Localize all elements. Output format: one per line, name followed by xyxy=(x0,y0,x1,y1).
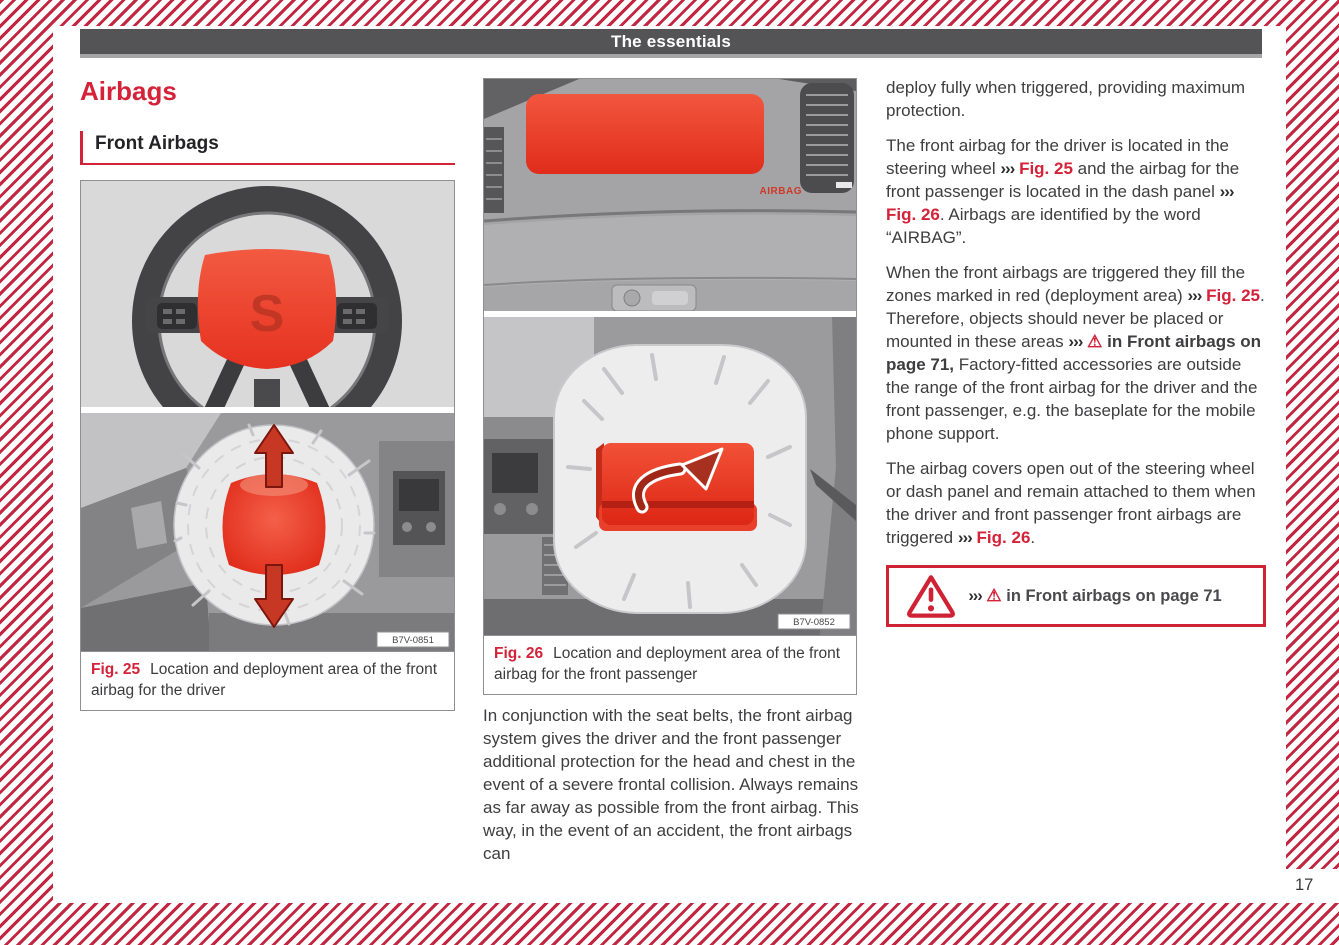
reference-chevrons-icon: ››› xyxy=(1068,332,1083,351)
warning-box-text xyxy=(957,584,1263,608)
reference-chevrons-icon: ››› xyxy=(1000,159,1015,178)
warning-triangle-icon: ⚠ xyxy=(986,586,1002,605)
paragraph-4-text: . xyxy=(1030,528,1036,547)
figure-25-reference-link[interactable]: Fig. 25 xyxy=(1206,286,1261,305)
paragraph-1: deploy fully when triggered, providing maximum protection. xyxy=(886,78,1246,120)
seat-logo: S xyxy=(249,285,285,343)
figure-25-label: Fig. 25 xyxy=(91,661,141,678)
deployed-passenger-airbag xyxy=(554,345,806,613)
right-column xyxy=(886,76,1266,627)
reference-chevrons-icon: ››› xyxy=(968,587,982,605)
figure-25-image xyxy=(80,180,455,652)
steering-wheel-illustration xyxy=(81,181,454,407)
figure-25-caption xyxy=(80,651,455,711)
page-number-box xyxy=(1286,869,1339,903)
reference-chevrons-icon: ››› xyxy=(1219,182,1234,201)
figure-26-image xyxy=(483,78,857,636)
section-header-title: The essentials xyxy=(611,31,731,51)
paragraph-3-text: . Therefore, objects should never be placed or mounted in these areas xyxy=(886,286,1265,351)
figure-26-caption xyxy=(483,635,857,695)
paragraph-2-text: The front airbag for the driver is located in the steering wheel xyxy=(886,136,1230,178)
warning-triangle-icon: ⚠ xyxy=(1087,332,1103,351)
middle-paragraph: In conjunction with the seat belts, the front airbag system gives the driver and the front passenger additional protection for the head and chest in the event of a severe frontal collision. Always remains as far away as possible from the front airbag. This way, in the event of an accident, the front airbags can xyxy=(483,706,859,863)
figure-26-reference-link[interactable]: Fig. 26 xyxy=(976,528,1031,547)
section-header-bar xyxy=(80,29,1262,58)
deployed-driver-airbag xyxy=(174,425,374,627)
paragraph-4 xyxy=(886,457,1266,549)
airbag-dash-label: AIRBAG xyxy=(759,186,802,197)
reference-chevrons-icon: ››› xyxy=(1187,286,1202,305)
figure-25-reference-link[interactable]: Fig. 25 xyxy=(1019,159,1073,178)
figure-26-image-code: B7V-0852 xyxy=(793,617,835,628)
reference-chevrons-icon: ››› xyxy=(957,528,972,547)
figure-25-image-code: B7V-0851 xyxy=(392,635,434,646)
figure-26-caption-text: Location and deployment area of the front airbag for the front passenger xyxy=(494,645,841,683)
figure-25-caption-text: Location and deployment area of the front airbag for the driver xyxy=(91,661,438,699)
warning-reference-link[interactable]: in Front airbags on page 71 xyxy=(1006,587,1222,605)
figure-26-reference-link[interactable]: Fig. 26 xyxy=(886,205,940,224)
warning-box xyxy=(886,565,1266,627)
page-number: 17 xyxy=(1295,876,1314,894)
passenger-airbag-cover xyxy=(602,443,754,525)
warning-triangle-icon xyxy=(905,573,957,619)
page-71-reference-link[interactable]: in Front airbags on page 71, xyxy=(886,332,1262,374)
paragraph-3-text: Factory-fitted accessories are outside the range of the front airbag for the driver and the front passenger, e.g. the baseplate for the mobile phone support. xyxy=(886,355,1258,443)
driver-airbag-deployment-illustration xyxy=(81,413,454,651)
page-title: Airbags xyxy=(80,76,177,106)
dash-panel-illustration xyxy=(484,79,856,311)
paragraph-2 xyxy=(886,134,1266,249)
paragraph-2-text: . Airbags are identified by the word “AIRBAG”. xyxy=(886,205,1201,247)
paragraph-2-text: and the airbag for the front passenger is located in the dash panel xyxy=(886,159,1240,201)
figure-26-label: Fig. 26 xyxy=(494,645,544,662)
paragraph-3-text: When the front airbags are triggered they fill the zones marked in red (deployment area) xyxy=(886,263,1246,305)
page-content-area xyxy=(53,26,1286,903)
paragraph-3 xyxy=(886,261,1266,445)
subsection-heading: Front Airbags xyxy=(80,131,455,165)
paragraph-4-text: The airbag covers open out of the steering wheel or dash panel and remain attached to them when the driver and front passenger front airbags are triggered xyxy=(886,459,1256,547)
figure-26 xyxy=(483,78,857,695)
figure-25 xyxy=(80,180,455,711)
passenger-airbag-deployment-illustration xyxy=(484,317,856,635)
passenger-airbag-zone xyxy=(526,94,764,174)
